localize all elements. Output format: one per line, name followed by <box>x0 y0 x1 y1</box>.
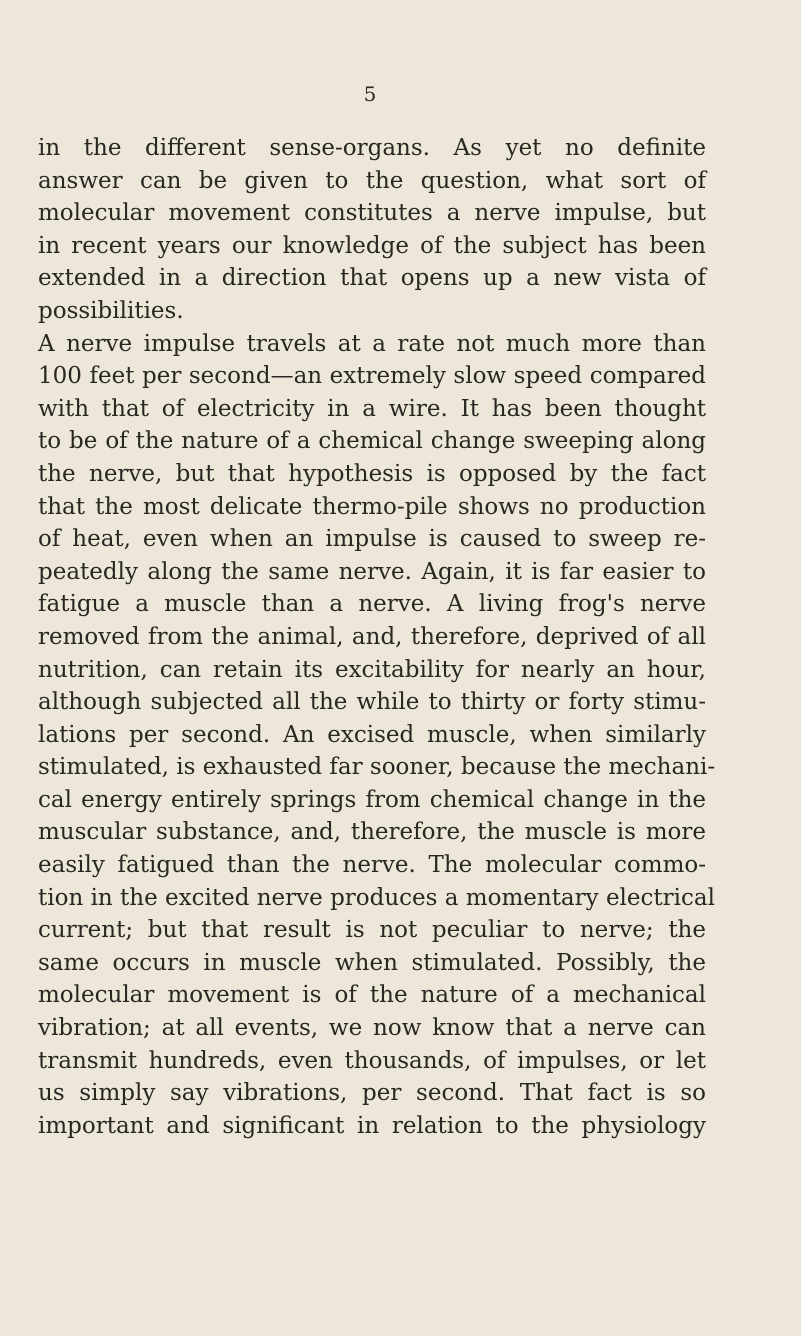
text-line: fatigue a muscle than a nerve. A living frog's nerve <box>38 591 706 618</box>
text-line: with that of electricity in a wire. It has been thought <box>38 395 706 422</box>
text-line: extended in a direction that opens up a new vista of <box>38 265 706 292</box>
text-line: tion in the excited nerve produces a momentary electrical <box>38 884 715 911</box>
text-line: in recent years our knowledge of the subject has been <box>38 232 706 259</box>
text-line: easily fatigued than the nerve. The molecular commo- <box>38 852 706 879</box>
text-line: the nerve, but that hypothesis is opposed by the fact <box>38 460 706 487</box>
text-line: nutrition, can retain its excitability for nearly an hour, <box>38 656 706 683</box>
text-line: peatedly along the same nerve. Again, it is far easier to <box>38 558 706 585</box>
page-number: 5 <box>363 82 377 106</box>
text-line: stimulated, is exhausted far sooner, because the mechani- <box>38 754 716 781</box>
text-line: that the most delicate thermo-pile shows no production <box>38 493 706 520</box>
text-line: A nerve impulse travels at a rate not much more than <box>38 330 706 357</box>
text-line: answer can be given to the question, what sort of <box>38 167 706 194</box>
text-line: lations per second. An excised muscle, when similarly <box>38 721 706 748</box>
text-line: of heat, even when an impulse is caused to sweep re- <box>38 526 706 553</box>
text-line: us simply say vibrations, per second. That fact is so <box>38 1080 706 1107</box>
text-line: same occurs in muscle when stimulated. Possibly, the <box>38 949 706 976</box>
text-line: although subjected all the while to thirty or forty stimu- <box>38 689 706 716</box>
text-line: possibilities. <box>38 297 184 324</box>
text-line: transmit hundreds, even thousands, of impulses, or let <box>38 1047 706 1074</box>
text-line: to be of the nature of a chemical change sweeping along <box>38 428 706 455</box>
text-line: in the different sense-organs. As yet no definite <box>38 135 706 161</box>
text-line: important and significant in relation to the physiology <box>38 1112 706 1139</box>
text-line: molecular movement is of the nature of a mechanical <box>38 982 706 1009</box>
text-line: cal energy entirely springs from chemical change in the <box>38 786 706 813</box>
text-line: muscular substance, and, therefore, the muscle is more <box>38 819 706 846</box>
body-text <box>38 132 716 1142</box>
text-line: molecular movement constitutes a nerve impulse, but <box>38 200 706 227</box>
text-line: removed from the animal, and, therefore, deprived of all <box>38 623 706 650</box>
text-line: vibration; at all events, we now know that a nerve can <box>38 1015 706 1042</box>
text-line: 100 feet per second—an extremely slow speed compared <box>38 363 706 390</box>
text-line: current; but that result is not peculiar to nerve; the <box>38 917 706 944</box>
